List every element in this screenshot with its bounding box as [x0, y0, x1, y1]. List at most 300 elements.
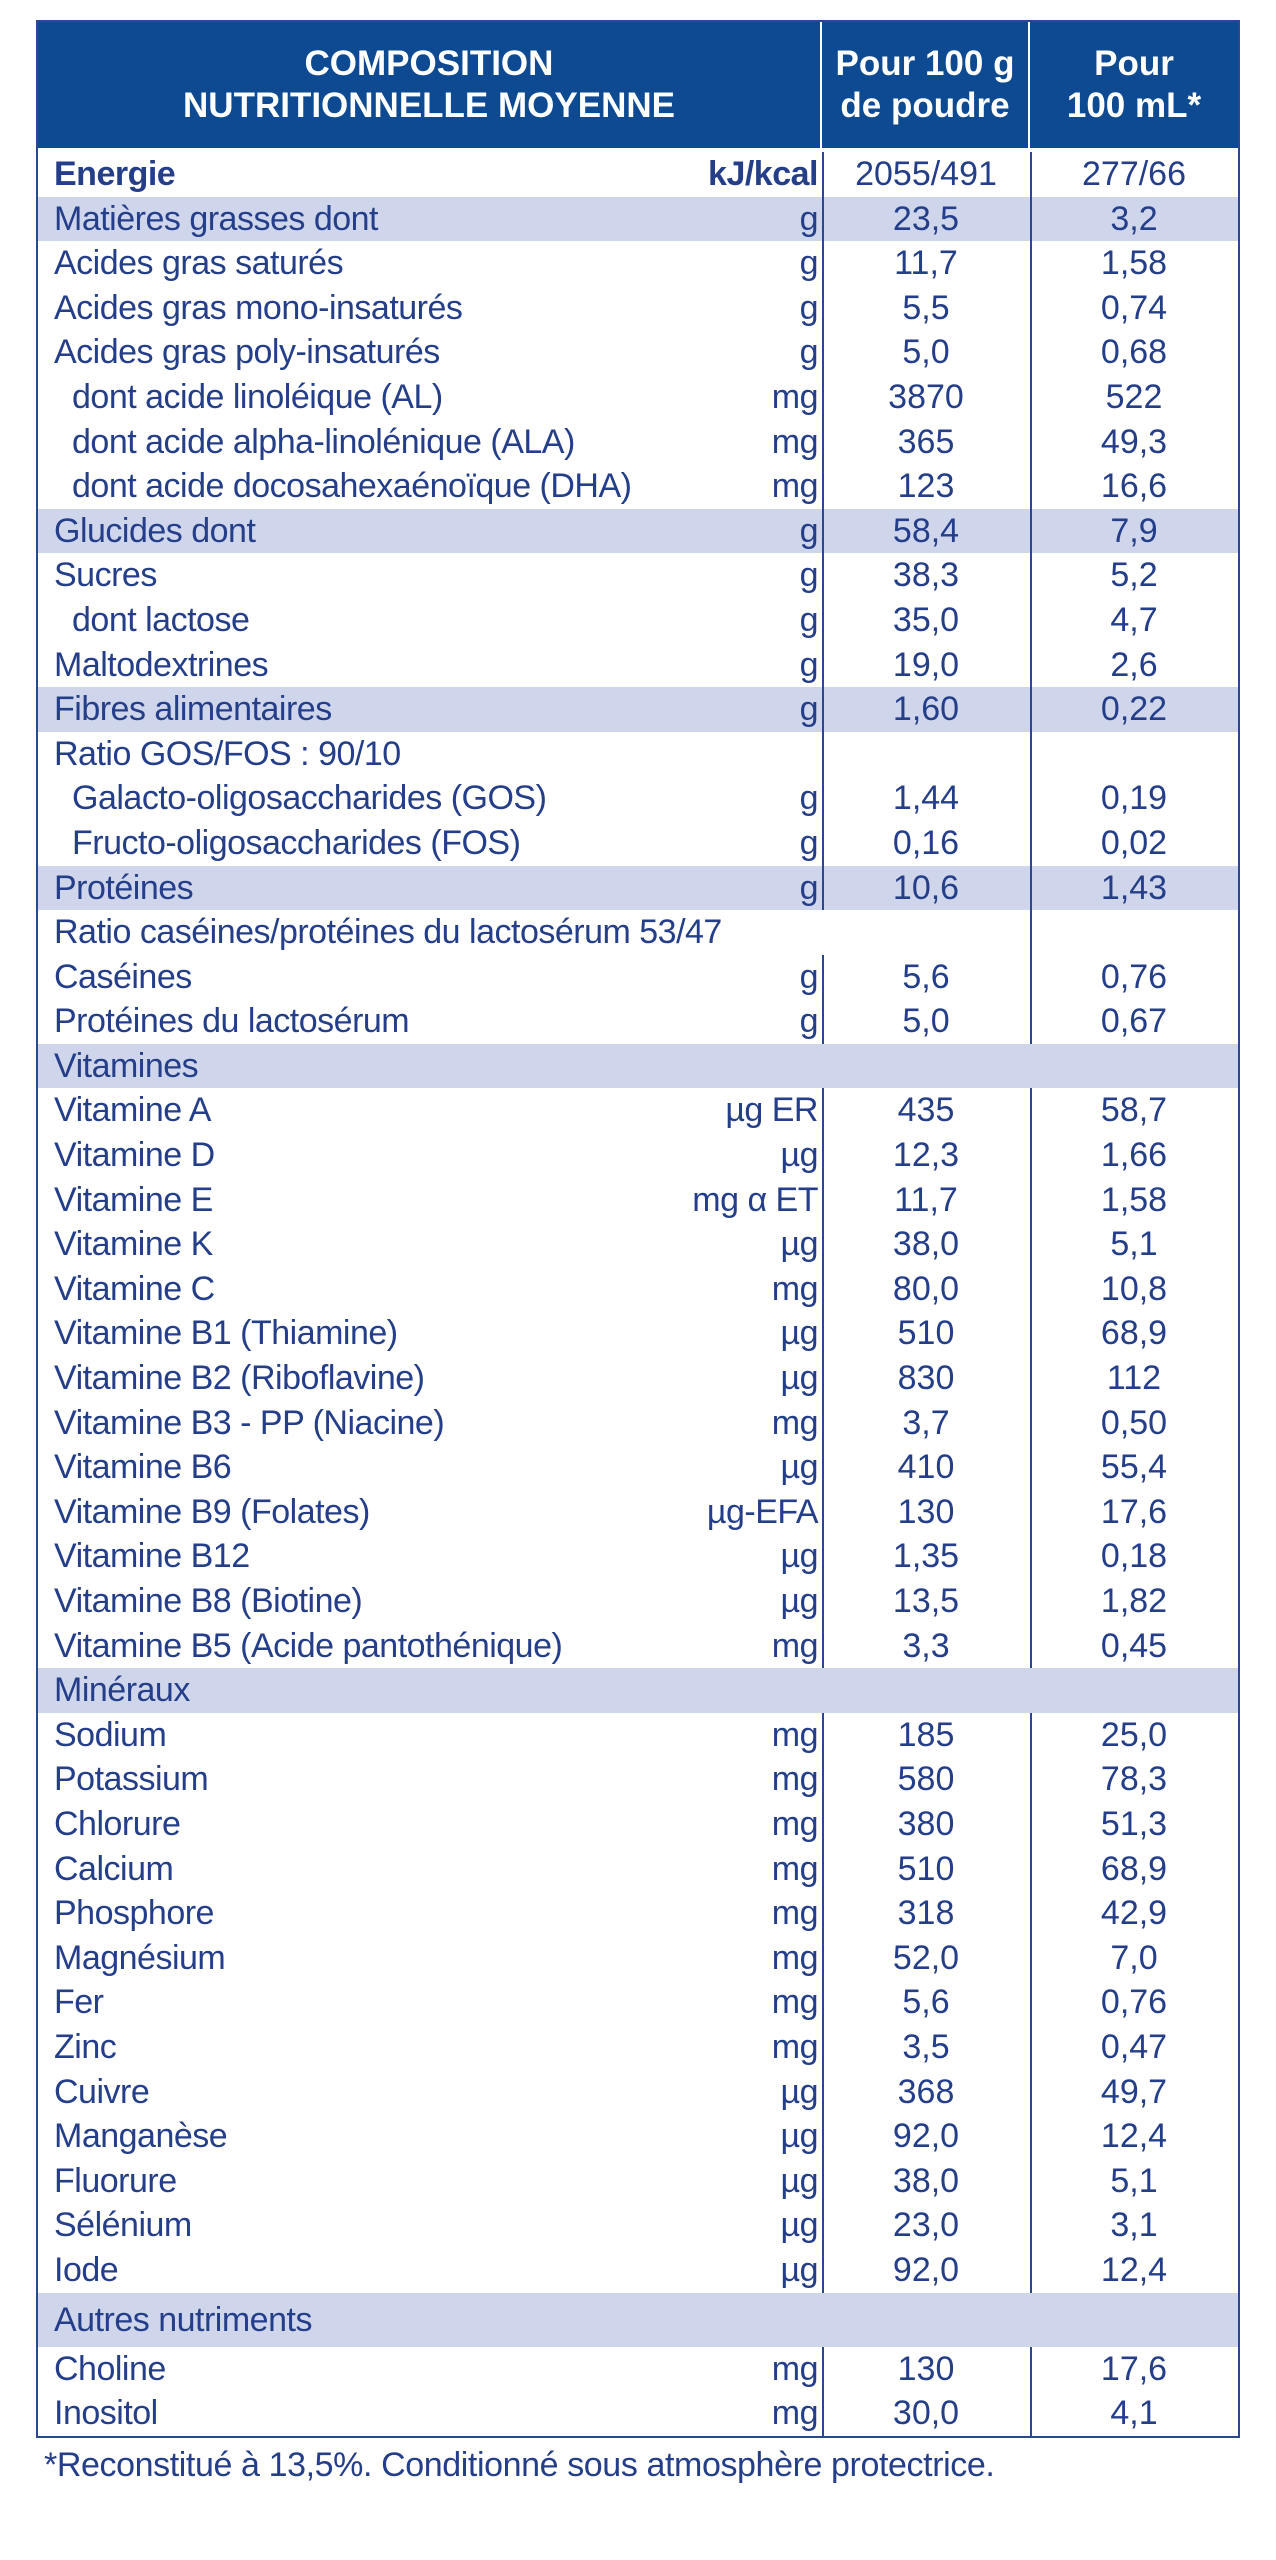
- value-per-100g: 5,0: [902, 1002, 950, 1041]
- value-per-100ml: 17,6: [1100, 1492, 1168, 1531]
- nutrient-name: Acides gras poly-insaturés: [54, 333, 440, 372]
- column-divider: [1030, 776, 1032, 821]
- value-per-100g: 3,7: [902, 1403, 950, 1442]
- nutrient-unit: mg: [771, 1403, 818, 1442]
- value-per-100g: 12,3: [892, 1136, 960, 1175]
- nutrient-unit: mg: [771, 1760, 818, 1799]
- table-row: [38, 1222, 1238, 1267]
- table-row: [38, 420, 1238, 465]
- column-divider: [1030, 2114, 1032, 2159]
- value-per-100g: 58,4: [892, 511, 960, 550]
- nutrient-unit: mg α ET: [692, 1180, 818, 1219]
- value-per-100ml: 0,67: [1100, 1002, 1168, 1041]
- nutrient-unit: µg: [780, 1582, 818, 1620]
- nutrient-unit: µg: [780, 1225, 818, 1264]
- nutrient-unit: mg: [771, 467, 818, 506]
- nutrient-unit: mg: [771, 1804, 818, 1843]
- value-per-100g: 92,0: [892, 2117, 960, 2156]
- table-row: [38, 1891, 1238, 1936]
- value-per-100g: 13,5: [892, 1582, 960, 1620]
- value-per-100ml: 0,19: [1100, 779, 1168, 818]
- table-row: [38, 732, 1238, 777]
- value-per-100ml: 0,22: [1100, 690, 1168, 729]
- column-divider: [1030, 553, 1032, 598]
- value-per-100ml: 55,4: [1100, 1448, 1168, 1487]
- column-divider: [1030, 1222, 1032, 1267]
- header-label-line1: COMPOSITION: [304, 44, 554, 83]
- column-divider: [822, 821, 824, 866]
- value-per-100ml: 0,02: [1100, 823, 1168, 862]
- nutrient-unit: mg: [771, 1626, 818, 1665]
- table-row: [38, 1133, 1238, 1178]
- column-divider: [1030, 375, 1032, 420]
- value-per-100g: 52,0: [892, 1938, 960, 1977]
- nutrient-name: Vitamine B2 (Riboflavine): [54, 1359, 425, 1398]
- column-divider: [1030, 2203, 1032, 2248]
- nutrient-unit: mg: [771, 1715, 818, 1754]
- nutrient-name: Vitamine A: [54, 1091, 211, 1130]
- nutrient-unit: mg: [771, 1983, 818, 2022]
- value-per-100g: 5,6: [902, 1983, 950, 2022]
- column-divider: [1030, 1757, 1032, 1802]
- column-divider: [822, 509, 824, 554]
- nutrient-name: Glucides dont: [54, 511, 256, 550]
- nutrient-name: Caséines: [54, 957, 192, 996]
- section-row: [38, 1668, 1238, 1713]
- value-per-100ml: 3,1: [1110, 2206, 1158, 2245]
- table-row: [38, 2025, 1238, 2070]
- column-divider: [822, 1980, 824, 2025]
- value-per-100g: 5,0: [902, 333, 950, 372]
- table-row: [38, 152, 1238, 197]
- value-per-100ml: 68,9: [1100, 1314, 1168, 1353]
- table-row: [38, 509, 1238, 554]
- nutrient-unit: µg: [780, 1359, 818, 1398]
- value-per-100ml: 0,45: [1100, 1626, 1168, 1665]
- value-per-100ml: 0,18: [1100, 1537, 1168, 1576]
- value-per-100ml: 17,6: [1100, 2349, 1168, 2388]
- value-per-100g: 410: [897, 1448, 955, 1487]
- column-divider: [1030, 1445, 1032, 1490]
- value-per-100g: 3,5: [902, 2027, 950, 2066]
- column-divider: [1030, 509, 1032, 554]
- column-divider: [1030, 999, 1032, 1044]
- column-divider: [822, 1178, 824, 1223]
- value-per-100g: 830: [897, 1359, 955, 1398]
- table-row: [38, 1936, 1238, 1981]
- value-per-100ml: 12,4: [1100, 2250, 1168, 2289]
- section-title: Vitamines: [54, 1046, 199, 1085]
- column-divider: [822, 687, 824, 732]
- table-row: [38, 1624, 1238, 1669]
- nutrient-name: Ratio caséines/protéines du lactosérum 53/47: [54, 913, 722, 952]
- column-divider: [822, 2391, 824, 2436]
- table-row: [38, 687, 1238, 732]
- nutrient-unit: g: [799, 779, 818, 818]
- nutrient-name: Protéines: [54, 868, 194, 907]
- table-row: [38, 1311, 1238, 1356]
- value-per-100ml: 1,43: [1100, 868, 1168, 907]
- nutrient-unit: g: [799, 199, 818, 238]
- value-per-100g: 38,0: [892, 1225, 960, 1264]
- table-row: [38, 1401, 1238, 1446]
- header-per-100ml: [1030, 22, 1238, 148]
- nutrient-name: Phosphore: [54, 1894, 214, 1933]
- column-divider: [1030, 732, 1032, 777]
- nutrient-unit: µg: [780, 2161, 818, 2200]
- column-divider: [1030, 464, 1032, 509]
- column-divider: [822, 2203, 824, 2248]
- table-row: [38, 1980, 1238, 2025]
- table-row: [38, 553, 1238, 598]
- nutrient-name: Vitamine B6: [54, 1448, 232, 1487]
- nutrient-name: Vitamine D: [54, 1136, 215, 1175]
- nutrient-name: Cuivre: [54, 2072, 150, 2111]
- value-per-100ml: 5,2: [1110, 556, 1158, 595]
- value-per-100g: 38,0: [892, 2161, 960, 2200]
- nutrient-name: Protéines du lactosérum: [54, 1002, 410, 1041]
- column-divider: [1030, 1936, 1032, 1981]
- nutrient-unit: mg: [771, 1269, 818, 1308]
- nutrient-name: Matières grasses dont: [54, 199, 378, 238]
- header-composition: [38, 22, 822, 148]
- section-row: [38, 1044, 1238, 1089]
- column-divider: [1030, 598, 1032, 643]
- nutrient-unit: kJ/kcal: [708, 155, 818, 193]
- nutrient-name: Vitamine B1 (Thiamine): [54, 1314, 398, 1353]
- nutrient-unit: g: [799, 957, 818, 996]
- nutrient-unit: mg: [771, 2027, 818, 2066]
- table-row: [38, 1490, 1238, 1535]
- nutrient-unit: g: [799, 288, 818, 327]
- value-per-100ml: 0,76: [1100, 957, 1168, 996]
- column-divider: [1030, 1356, 1032, 1401]
- column-divider: [822, 152, 824, 197]
- value-per-100ml: 0,47: [1100, 2027, 1168, 2066]
- column-divider: [822, 1936, 824, 1981]
- value-per-100g: 92,0: [892, 2250, 960, 2289]
- value-per-100g: 1,60: [892, 690, 960, 729]
- value-per-100ml: 0,50: [1100, 1403, 1168, 1442]
- column-divider: [822, 241, 824, 286]
- value-per-100g: 510: [897, 1314, 955, 1353]
- nutrient-unit: g: [799, 1002, 818, 1041]
- column-divider: [822, 1624, 824, 1669]
- column-divider: [822, 1847, 824, 1892]
- table-row: [38, 2391, 1238, 2436]
- nutrient-name: Fructo-oligosaccharides (FOS): [72, 823, 521, 862]
- column-divider: [1030, 1579, 1032, 1624]
- nutrient-name: dont acide linoléique (AL): [72, 377, 443, 416]
- table-row: [38, 375, 1238, 420]
- column-divider: [822, 1713, 824, 1758]
- column-divider: [1030, 1401, 1032, 1446]
- value-per-100g: 23,5: [892, 199, 960, 238]
- nutrient-unit: g: [799, 868, 818, 907]
- nutrient-name: Fluorure: [54, 2161, 177, 2200]
- column-divider: [1030, 1802, 1032, 1847]
- value-per-100ml: 522: [1105, 377, 1163, 416]
- table-row: [38, 2248, 1238, 2293]
- value-per-100ml: 58,7: [1100, 1091, 1168, 1130]
- value-per-100g: 580: [897, 1760, 955, 1799]
- nutrient-name: Fer: [54, 1983, 104, 2022]
- table-header: [38, 22, 1238, 148]
- value-per-100ml: 1,58: [1100, 1180, 1168, 1219]
- table-row: [38, 776, 1238, 821]
- nutrient-unit: µg: [780, 2072, 818, 2111]
- column-divider: [1030, 330, 1032, 375]
- header-col2-line2: 100 mL*: [1066, 86, 1202, 125]
- column-divider: [822, 1311, 824, 1356]
- value-per-100ml: 7,9: [1110, 511, 1158, 550]
- table-row: [38, 1445, 1238, 1490]
- table-row: [38, 1713, 1238, 1758]
- column-divider: [822, 1579, 824, 1624]
- table-row: [38, 1802, 1238, 1847]
- nutrient-unit: mg: [771, 1938, 818, 1977]
- value-per-100g: 1,35: [892, 1537, 960, 1576]
- nutrient-name: Zinc: [54, 2027, 117, 2066]
- value-per-100g: 318: [897, 1894, 955, 1933]
- table-row: [38, 2114, 1238, 2159]
- value-per-100g: 5,5: [902, 288, 950, 327]
- column-divider: [1030, 1088, 1032, 1133]
- column-divider: [1030, 2347, 1032, 2392]
- nutrient-unit: g: [799, 645, 818, 684]
- value-per-100ml: 0,74: [1100, 288, 1168, 327]
- column-divider: [822, 732, 824, 777]
- table-row: [38, 1178, 1238, 1223]
- value-per-100g: 5,6: [902, 957, 950, 996]
- column-divider: [822, 375, 824, 420]
- column-divider: [1030, 1891, 1032, 1936]
- nutrient-unit: g: [799, 333, 818, 372]
- column-divider: [822, 2114, 824, 2159]
- column-divider: [822, 1356, 824, 1401]
- nutrient-name: Acides gras saturés: [54, 244, 344, 283]
- column-divider: [1030, 241, 1032, 286]
- nutrient-name: Maltodextrines: [54, 645, 269, 684]
- column-divider: [822, 553, 824, 598]
- nutrient-name: dont lactose: [72, 600, 250, 639]
- nutrient-name: Ratio GOS/FOS : 90/10: [54, 734, 401, 773]
- value-per-100g: 185: [897, 1715, 955, 1754]
- nutrient-name: Magnésium: [54, 1938, 226, 1977]
- value-per-100g: 10,6: [892, 868, 960, 907]
- section-row: [38, 2293, 1238, 2347]
- nutrient-unit: mg: [771, 377, 818, 416]
- column-divider: [822, 1133, 824, 1178]
- nutrient-name: Acides gras mono-insaturés: [54, 288, 463, 327]
- nutrient-unit: µg: [780, 2206, 818, 2245]
- value-per-100g: 510: [897, 1849, 955, 1888]
- nutrient-name: Vitamine B5 (Acide pantothénique): [54, 1626, 563, 1665]
- nutrient-unit: µg-EFA: [706, 1492, 818, 1531]
- column-divider: [822, 1891, 824, 1936]
- nutrient-name: dont acide docosahexaénoïque (DHA): [72, 467, 632, 506]
- value-per-100ml: 68,9: [1100, 1849, 1168, 1888]
- column-divider: [1030, 2248, 1032, 2293]
- value-per-100g: 380: [897, 1804, 955, 1843]
- column-divider: [822, 330, 824, 375]
- section-title: Autres nutriments: [54, 2300, 312, 2339]
- column-divider: [1030, 1490, 1032, 1535]
- value-per-100ml: 0,76: [1100, 1983, 1168, 2022]
- value-per-100ml: 10,8: [1100, 1269, 1168, 1308]
- table-row: [38, 241, 1238, 286]
- column-divider: [1030, 1847, 1032, 1892]
- nutrient-name: Inositol: [54, 2394, 158, 2433]
- column-divider: [822, 1757, 824, 1802]
- header-label-line2: NUTRITIONNELLE MOYENNE: [183, 86, 675, 125]
- nutrient-unit: µg: [780, 1537, 818, 1576]
- column-divider: [822, 1267, 824, 1312]
- table-row: [38, 1847, 1238, 1892]
- column-divider: [822, 1445, 824, 1490]
- nutrient-unit: µg: [780, 1314, 818, 1353]
- value-per-100ml: 277/66: [1082, 155, 1186, 193]
- column-divider: [1030, 910, 1032, 955]
- nutrition-table: [36, 20, 1240, 2438]
- value-per-100ml: 3,2: [1110, 199, 1158, 238]
- value-per-100g: 35,0: [892, 600, 960, 639]
- table-row: [38, 286, 1238, 331]
- value-per-100ml: 49,7: [1100, 2072, 1168, 2111]
- nutrient-unit: µg ER: [725, 1091, 818, 1130]
- header-col2-line1: Pour: [1094, 44, 1174, 83]
- value-per-100ml: 78,3: [1100, 1760, 1168, 1799]
- column-divider: [1030, 821, 1032, 866]
- value-per-100ml: 7,0: [1110, 1938, 1158, 1977]
- value-per-100ml: 4,1: [1110, 2394, 1158, 2433]
- nutrient-unit: mg: [771, 422, 818, 461]
- value-per-100ml: 1,66: [1100, 1136, 1168, 1175]
- value-per-100ml: 49,3: [1100, 422, 1168, 461]
- value-per-100g: 3,3: [902, 1626, 950, 1665]
- table-row: [38, 598, 1238, 643]
- nutrient-unit: mg: [771, 1894, 818, 1933]
- value-per-100g: 23,0: [892, 2206, 960, 2245]
- header-col1-line2: de poudre: [840, 86, 1010, 125]
- nutrient-unit: µg: [780, 2250, 818, 2289]
- column-divider: [1030, 1133, 1032, 1178]
- value-per-100g: 130: [897, 1492, 955, 1531]
- value-per-100g: 80,0: [892, 1269, 960, 1308]
- nutrient-unit: g: [799, 823, 818, 862]
- column-divider: [822, 2347, 824, 2392]
- nutrient-name: Fibres alimentaires: [54, 690, 332, 729]
- nutrient-unit: µg: [780, 1136, 818, 1175]
- column-divider: [1030, 1534, 1032, 1579]
- column-divider: [1030, 2025, 1032, 2070]
- table-row: [38, 643, 1238, 688]
- column-divider: [822, 643, 824, 688]
- column-divider: [1030, 2070, 1032, 2115]
- value-per-100g: 130: [897, 2349, 955, 2388]
- nutrient-unit: mg: [771, 2394, 818, 2433]
- nutrient-name: Vitamine B3 - PP (Niacine): [54, 1403, 445, 1442]
- header-per-100g: [822, 22, 1030, 148]
- nutrient-name: Energie: [54, 155, 176, 193]
- table-row: [38, 866, 1238, 911]
- column-divider: [822, 999, 824, 1044]
- section-title: Minéraux: [54, 1671, 190, 1710]
- column-divider: [822, 2025, 824, 2070]
- nutrient-unit: µg: [780, 2117, 818, 2156]
- nutrient-unit: g: [799, 556, 818, 595]
- column-divider: [822, 197, 824, 242]
- column-divider: [822, 776, 824, 821]
- nutrient-name: Potassium: [54, 1760, 209, 1799]
- nutrient-name: dont acide alpha-linolénique (ALA): [72, 422, 575, 461]
- column-divider: [1030, 1311, 1032, 1356]
- value-per-100ml: 4,7: [1110, 600, 1158, 639]
- table-row: [38, 1356, 1238, 1401]
- value-per-100g: 2055/491: [855, 155, 997, 193]
- value-per-100ml: 1,82: [1100, 1582, 1168, 1620]
- value-per-100ml: 16,6: [1100, 467, 1168, 506]
- table-row: [38, 955, 1238, 1000]
- nutrient-unit: g: [799, 511, 818, 550]
- nutrient-name: Vitamine E: [54, 1180, 213, 1219]
- column-divider: [822, 1534, 824, 1579]
- column-divider: [822, 2248, 824, 2293]
- column-divider: [1030, 152, 1032, 197]
- column-divider: [822, 1490, 824, 1535]
- footnote: *Reconstitué à 13,5%. Conditionné sous atmosphère protectrice.: [44, 2446, 995, 2484]
- value-per-100g: 123: [897, 467, 955, 506]
- nutrient-name: Choline: [54, 2349, 166, 2388]
- column-divider: [1030, 687, 1032, 732]
- nutrient-name: Sodium: [54, 1715, 167, 1754]
- value-per-100g: 30,0: [892, 2394, 960, 2433]
- column-divider: [822, 1802, 824, 1847]
- table-row: [38, 1534, 1238, 1579]
- column-divider: [1030, 1713, 1032, 1758]
- nutrient-name: Sucres: [54, 556, 157, 595]
- nutrient-unit: µg: [780, 1448, 818, 1487]
- column-divider: [1030, 420, 1032, 465]
- nutrient-name: Vitamine C: [54, 1269, 215, 1308]
- value-per-100g: 1,44: [892, 779, 960, 818]
- value-per-100ml: 5,1: [1110, 1225, 1158, 1264]
- table-row: [38, 999, 1238, 1044]
- nutrient-name: Manganèse: [54, 2117, 228, 2156]
- table-row: [38, 1757, 1238, 1802]
- table-row: [38, 2070, 1238, 2115]
- value-per-100ml: 25,0: [1100, 1715, 1168, 1754]
- column-divider: [822, 1088, 824, 1133]
- table-row: [38, 1579, 1238, 1624]
- nutrient-unit: mg: [771, 2349, 818, 2388]
- table-row: [38, 330, 1238, 375]
- nutrient-name: Galacto-oligosaccharides (GOS): [72, 779, 547, 818]
- column-divider: [822, 1222, 824, 1267]
- value-per-100ml: 0,68: [1100, 333, 1168, 372]
- column-divider: [1030, 1267, 1032, 1312]
- table-row: [38, 2347, 1238, 2392]
- column-divider: [1030, 286, 1032, 331]
- nutrient-unit: g: [799, 244, 818, 283]
- value-per-100g: 0,16: [892, 823, 960, 862]
- value-per-100ml: 2,6: [1110, 645, 1158, 684]
- table-row: [38, 197, 1238, 242]
- nutrient-name: Sélénium: [54, 2206, 192, 2245]
- column-divider: [1030, 866, 1032, 911]
- header-col1-line1: Pour 100 g: [835, 44, 1015, 83]
- nutrient-unit: mg: [771, 1849, 818, 1888]
